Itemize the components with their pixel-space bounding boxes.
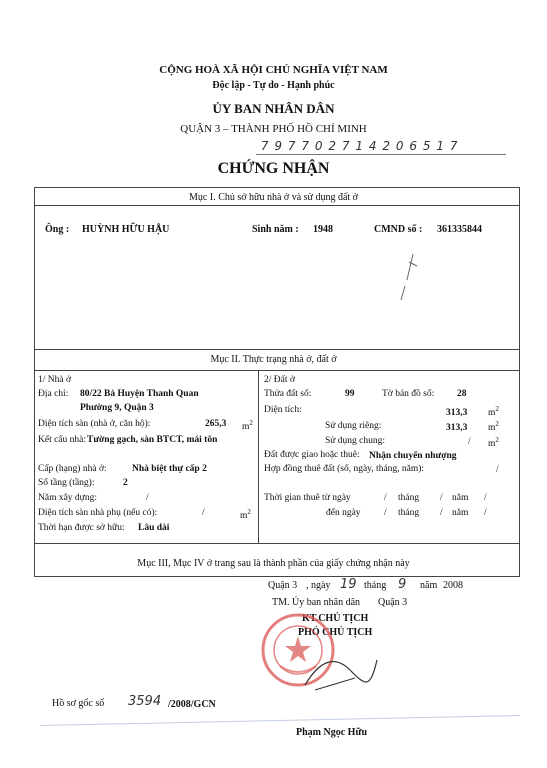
address-line1: 80/22 Bà Huyện Thanh Quan [80,389,199,399]
floor-area-value: 265,3 [205,419,227,429]
aux-area-label: Diện tích sàn nhà phụ (nếu có): [38,508,158,518]
floors-value: 2 [123,478,128,488]
structure-label: Kết cấu nhà: [38,435,87,445]
owner-prefix: Ông : [45,224,70,235]
land-heading: 2/ Đất ở [264,375,295,385]
authority: ỦY BAN NHÂN DÂN [212,101,335,116]
lease-from-year-label: năm [452,493,469,503]
grade-value: Nhà biệt thự cấp 2 [132,464,207,474]
lease-to-year-label: năm [452,508,469,518]
shared-use-label: Sử dụng chung: [325,436,386,446]
day-value: 19 [340,577,357,592]
record-suffix: /2008/GCN [168,699,216,710]
birth-year: 1948 [313,224,333,235]
lease-contract-label: Hợp đồng thuê đất (số, ngày, tháng, năm): [264,464,425,474]
scan-artifact-line [40,715,520,726]
grade-label: Cấp (hạng) nhà ở: [38,464,107,474]
aux-area-value: / [202,508,205,518]
lease-contract-value: / [496,465,499,475]
floor-area-unit: $m^2$ [242,419,253,433]
term-value: Lâu dài [138,523,170,533]
signer-name: Phạm Ngọc Hữu [296,727,368,738]
term-label: Thời hạn được sở hữu: [38,523,125,533]
private-use-value: 313,3 [446,423,468,433]
aux-area-unit: $m^2$ [240,508,251,522]
lease-from-label: Thời gian thuê từ ngày [264,493,351,503]
birth-label: Sinh năm : [252,224,299,235]
shared-use-value: / [468,437,471,447]
lease-to-year: / [484,508,487,518]
id-label: CMND số : [374,224,423,235]
land-area-value: 313,3 [446,408,468,418]
lease-from-month-label: tháng [398,493,420,503]
lease-from-month: / [440,493,443,503]
map-sheet-value: 28 [457,389,467,399]
structure-value: Tường gạch, sàn BTCT, mái tôn [87,435,218,445]
shared-use-unit: $m^2$ [488,436,499,450]
on-behalf-district: Quận 3 [378,597,408,608]
section1-title: Mục I. Chủ sở hữu nhà ở và sử dụng đất ở [189,192,358,203]
lease-to-day: / [384,508,387,518]
lease-from-year: / [484,493,487,503]
year-built-label: Năm xây dựng: [38,493,97,503]
land-area-unit: $m^2$ [488,405,499,419]
year-built-value: / [146,493,149,503]
parcel-value: 99 [345,389,355,399]
signer-title1: KT.CHỦ TỊCH [302,613,369,624]
signer-title2: PHÓ CHỦ TỊCH [298,627,373,638]
motto: Độc lập - Tự do - Hạnh phúc [212,80,335,91]
record-label: Hồ sơ gốc số [52,698,105,709]
lease-to-month: / [440,508,443,518]
parcel-label: Thửa đất số: [264,389,312,399]
on-behalf: TM. Ủy ban nhân dân [272,597,361,608]
allocation-value: Nhận chuyển nhượng [369,451,457,461]
private-use-label: Sử dụng riêng: [325,421,382,431]
signature-place: Quận 3 [268,580,298,591]
signature-icon [295,640,385,700]
district: QUẬN 3 – THÀNH PHỐ HỒ CHÍ MINH [180,123,367,135]
address-line2: Phường 9, Quận 3 [80,403,154,413]
pen-mark-icon [395,252,425,302]
allocation-label: Đất được giao hoặc thuê: [264,450,360,460]
land-area-label: Diện tích: [264,405,302,415]
lease-from-day: / [384,493,387,503]
floors-label: Số tầng (tầng): [38,478,95,488]
month-value: 9 [398,577,407,592]
lease-to-label: đến ngày [326,508,361,518]
footer-note: Mục III, Mục IV ở trang sau là thành phần của giấy chứng nhận này [137,558,410,569]
id-number: 361335844 [437,224,482,235]
year-label: năm [420,580,438,591]
lease-to-month-label: tháng [398,508,420,518]
floor-area-label: Diện tích sàn (nhà ở, căn hộ): [38,419,151,429]
house-heading: 1/ Nhà ở [38,375,71,385]
section2-title: Mục II. Thực trạng nhà ở, đất ở [210,354,337,365]
month-label: tháng [364,580,387,591]
map-sheet-label: Tờ bản đồ số: [382,389,435,399]
year-value: 2008 [443,580,463,591]
day-label: , ngày [306,580,331,591]
address-label: Địa chỉ: [38,389,69,399]
republic-heading: CỘNG HOÀ XÃ HỘI CHỦ NGHĨA VIỆT NAM [159,64,388,76]
private-use-unit: $m^2$ [488,420,499,434]
serial-number: 7 9 7 7 0 2 7 1 4 2 0 6 5 1 7 [260,139,458,153]
owner-name: HUỲNH HỮU HẬU [82,224,170,235]
record-number: 3594 [128,694,162,709]
certificate-title: CHỨNG NHẬN [217,160,330,177]
